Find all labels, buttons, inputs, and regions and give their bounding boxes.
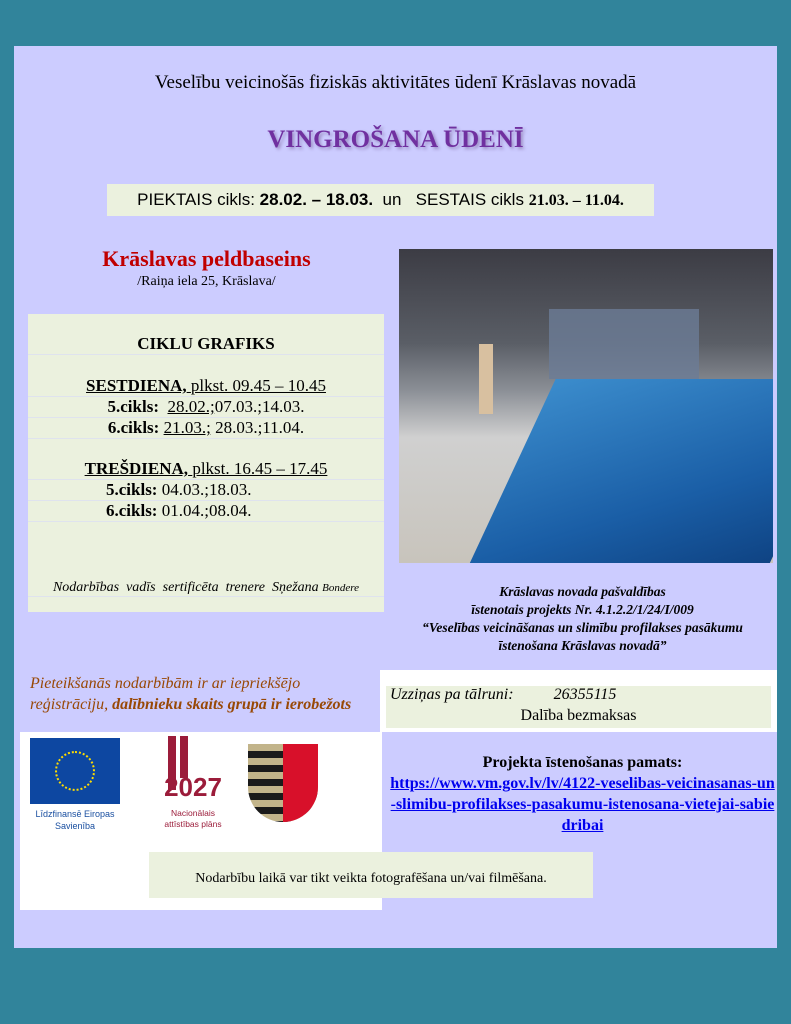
cycles-banner [107, 184, 654, 216]
trainer-surname: Bondere [322, 582, 360, 594]
registration-text: Pieteikšanās nodarbībām ir ar iepriekšējo reģistrāciju, [30, 675, 301, 713]
headline: VINGROŠANA ŪDENĪ [267, 126, 524, 153]
trainer-note [28, 580, 384, 597]
flyer-title: Veselību veicinošās fiziskās aktivitātes ūdenī Krāslavas novadā [154, 72, 637, 93]
wednesday-time: plkst. 16.45 – 17.45 [192, 459, 328, 478]
cycle-dates: 28.03.;11.04. [215, 418, 305, 437]
phone-row [390, 686, 616, 704]
cycle-label: 6.cikls: [107, 418, 160, 437]
cycle-label: 5.cikls: [106, 480, 158, 499]
schedule-box [28, 314, 384, 612]
wednesday-day: TREŠDIENA, [84, 459, 189, 478]
cycle-date: 28.02.; [167, 397, 215, 416]
venue-address: /Raiņa iela 25, Krāslava/ [137, 274, 276, 289]
eu-flag-logo [30, 738, 120, 804]
instructor [479, 344, 493, 414]
saturday-time: plkst. 09.45 – 10.45 [190, 376, 326, 395]
cycle-label: 5.cikls: [107, 397, 159, 416]
venue-name: Krāslavas peldbaseins [102, 246, 311, 271]
cycle5-dates: 28.02. – 18.03. [259, 190, 374, 209]
cycle-label: 6.cikls: [106, 501, 158, 520]
cycle-date: 21.03.; [163, 418, 211, 437]
saturday-day: SESTDIENA, [86, 376, 187, 395]
saturday-cycle5 [28, 397, 384, 418]
trainer-text: Nodarbības vadīs sertificēta trenere Sņežana [52, 580, 319, 595]
project-line: īstenotais projekts Nr. 4.1.2.2/1/24/I/009 [471, 602, 694, 617]
flyer-page [14, 46, 777, 948]
wednesday-row [28, 459, 384, 480]
wednesday-cycle6 [28, 501, 384, 522]
nap-caption: Nacionālais attīstības plāns [164, 808, 222, 829]
cycle6-dates: 21.03. – 11.04. [528, 192, 624, 209]
pool-photo [399, 249, 773, 563]
pool-water [462, 379, 773, 563]
nap-logo-year: 2027 [164, 772, 222, 802]
and-text: un [382, 190, 402, 209]
phone-label: Uzziņas pa tālruni: [390, 686, 514, 703]
wednesday-cycle5 [28, 480, 384, 501]
project-basis [388, 752, 777, 836]
project-line: Krāslavas novada pašvaldības [499, 584, 666, 599]
registration-bold: dalībnieku skaits grupā ir ierobežots [112, 696, 352, 713]
cycle-dates: 04.03.;18.03. [161, 480, 252, 499]
basis-heading: Projekta īstenošanas pamats: [482, 754, 683, 771]
cycle-dates: 01.04.;08.04. [161, 501, 252, 520]
registration-note [30, 673, 375, 715]
cycle-dates: 07.03.;14.03. [214, 397, 305, 416]
info-box [380, 670, 777, 732]
eu-caption: Līdzfinansē Eiropas Savienība [35, 809, 115, 831]
saturday-cycle6 [28, 418, 384, 439]
saturday-row [28, 376, 384, 397]
schedule-heading: CIKLU GRAFIKS [28, 334, 384, 355]
cycle6-label: SESTAIS cikls [415, 190, 524, 209]
cycle5-label: PIEKTAIS cikls: [137, 190, 255, 209]
kraslava-coat-of-arms [248, 744, 318, 822]
basis-link[interactable]: https://www.vm.gov.lv/lv/4122-veselibas-veicinasanas-un-slimibu-profilakses-pasakumu-istenosana-vietejai-sabiedribai [390, 775, 775, 834]
photo-notice: Nodarbību laikā var tikt veikta fotografēšana un/vai filmēšana. [149, 852, 593, 898]
free-participation: Dalība bezmaksas [520, 707, 637, 724]
project-info [388, 583, 777, 655]
project-line: “Veselības veicināšanas un slimību profilakses pasākumu [422, 620, 743, 635]
phone-number: 26355115 [553, 686, 617, 703]
pool-window [549, 309, 699, 379]
project-line: īstenošana Krāslavas novadā” [498, 638, 667, 653]
